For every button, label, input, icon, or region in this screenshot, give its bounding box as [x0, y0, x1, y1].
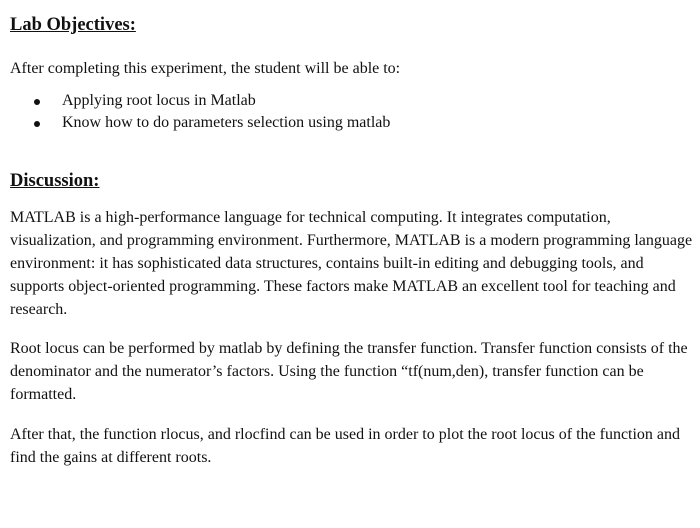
- discussion-paragraph-root-locus: Root locus can be performed by matlab by defining the transfer function. Transfer function consists of the denominator and the numerator’s factors. Using the function “tf(num,den), transfer function can be formatted.: [10, 340, 688, 403]
- discussion-paragraph-rlocus: After that, the function rlocus, and rlocfind can be used in order to plot the root locus of the function and find the gains at different roots.: [10, 426, 681, 466]
- objective-text: Know how to do parameters selection using matlab: [62, 114, 391, 131]
- discussion-heading: Discussion:: [10, 171, 100, 191]
- objective-text: Applying root locus in Matlab: [62, 92, 256, 109]
- bullet-icon: [34, 121, 40, 127]
- objectives-list: [10, 90, 694, 134]
- bullet-icon: [34, 99, 40, 105]
- document-page: [10, 10, 694, 469]
- objectives-heading: Lab Objectives:: [10, 15, 136, 35]
- list-item: [10, 90, 694, 112]
- objectives-intro: After completing this experiment, the student will be able to:: [10, 60, 401, 77]
- list-item: [10, 112, 694, 134]
- discussion-paragraph-matlab: MATLAB is a high-performance language for technical computing. It integrates computation, visualization, and programming environment. Furthermore, MATLAB is a modern programming language environment: it has sophisticated data structures, contains built-in editing and debugging tools, and supports object-oriented programming. These factors make MATLAB an excellent tool for teaching and research.: [10, 209, 693, 318]
